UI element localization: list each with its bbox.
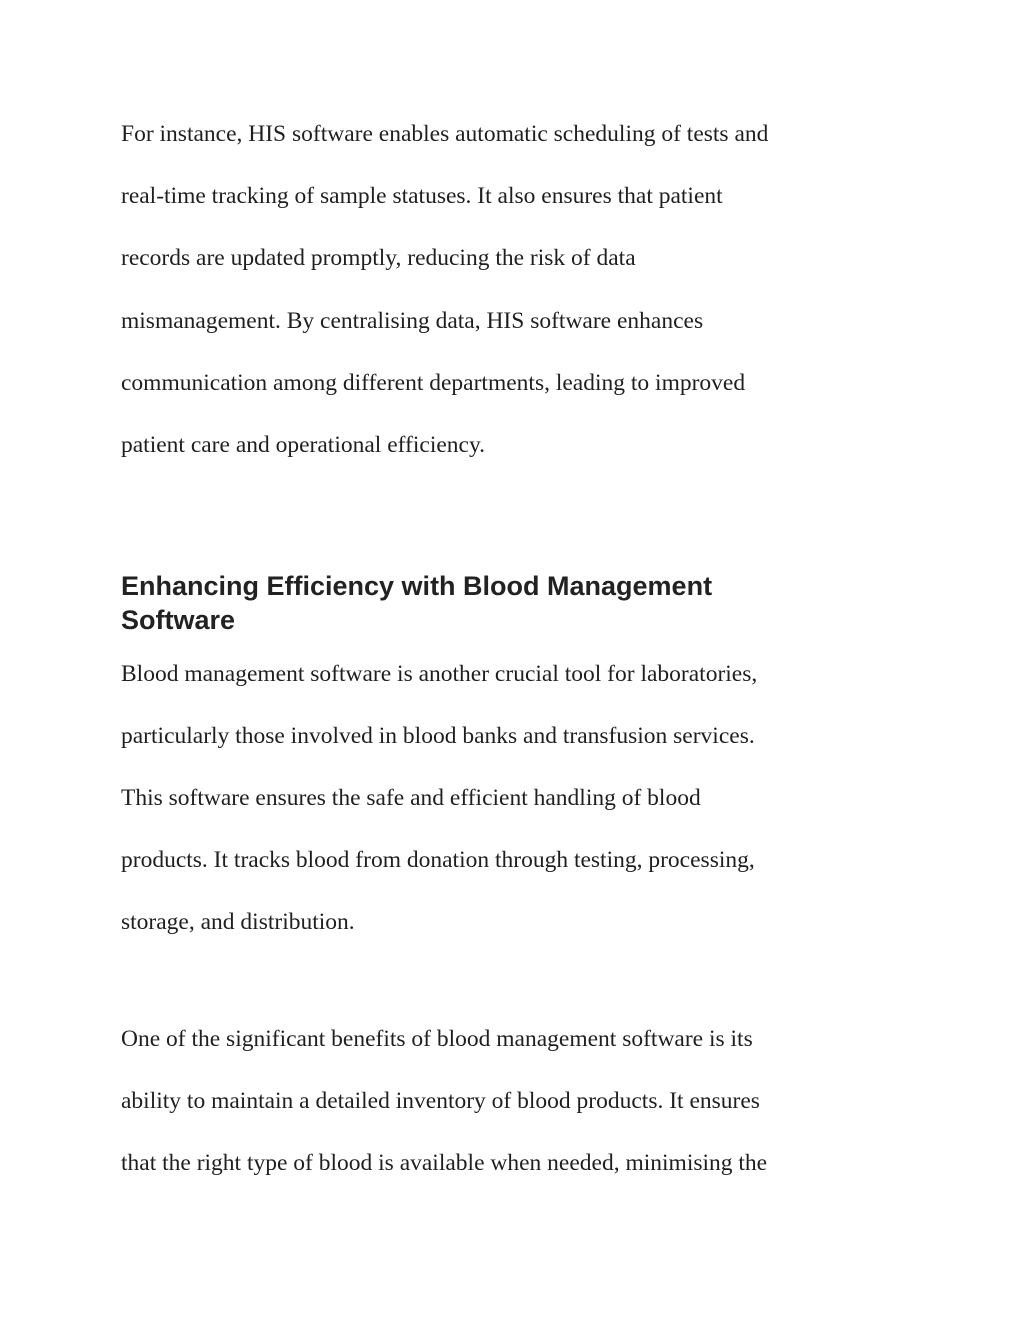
paragraph-line: ability to maintain a detailed inventory of blood products. It ensures — [121, 1088, 760, 1114]
paragraph-line: For instance, HIS software enables automatic scheduling of tests and — [121, 121, 769, 147]
paragraph-line: Blood management software is another crucial tool for laboratories, — [121, 661, 758, 687]
paragraph-line: that the right type of blood is available when needed, minimising the — [121, 1150, 768, 1176]
heading-line: Enhancing Efficiency with Blood Management — [121, 571, 713, 601]
paragraph-line: products. It tracks blood from donation through testing, processing, — [121, 847, 755, 873]
paragraph-line: storage, and distribution. — [121, 909, 355, 935]
paragraph-line: This software ensures the safe and efficient handling of blood — [121, 785, 701, 811]
paragraph-line: mismanagement. By centralising data, HIS software enhances — [121, 308, 704, 334]
paragraph-line: communication among different departments, leading to improved — [121, 370, 746, 396]
heading-line: Software — [121, 605, 236, 635]
paragraph-line: real-time tracking of sample statuses. It also ensures that patient — [121, 183, 723, 209]
paragraph-line: records are updated promptly, reducing the risk of data — [121, 245, 636, 271]
paragraph-line: One of the significant benefits of blood management software is its — [121, 1026, 753, 1052]
paragraph-line: particularly those involved in blood banks and transfusion services. — [121, 723, 755, 749]
paragraph-line: patient care and operational efficiency. — [121, 432, 486, 458]
